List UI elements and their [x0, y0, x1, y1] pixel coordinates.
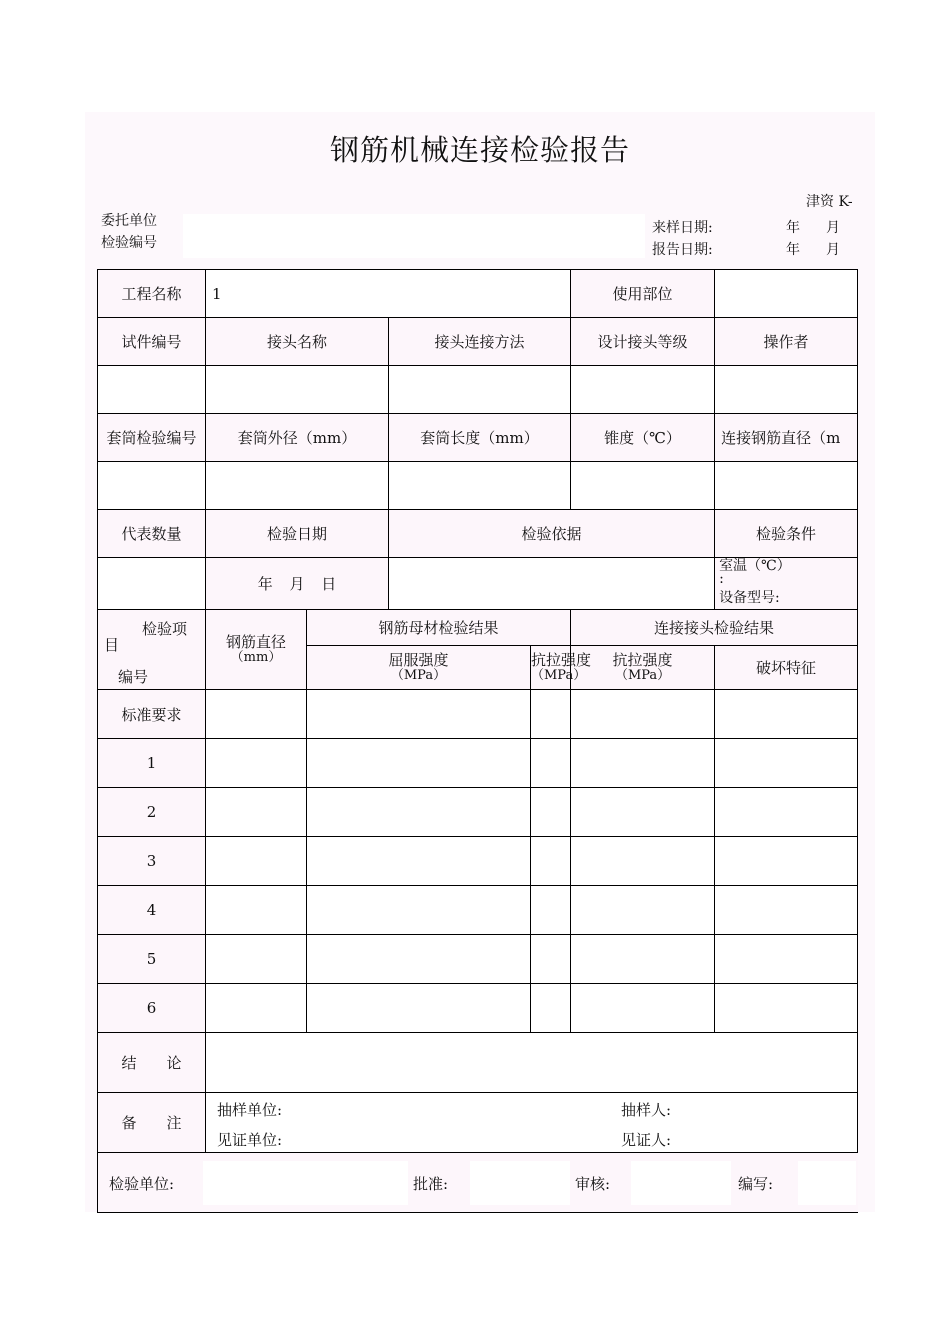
cell-dia[interactable] — [206, 935, 307, 984]
bar-dia-unit: （mm） — [230, 649, 282, 665]
cell-joint-tensile[interactable] — [571, 690, 715, 739]
witness-label: 见证人: — [621, 1131, 672, 1149]
joint-name-value[interactable] — [206, 366, 389, 414]
cell-fracture[interactable] — [715, 886, 858, 935]
sleeve-od-label: 套筒外径（mm） — [206, 414, 389, 462]
cell-joint-tensile[interactable] — [571, 788, 715, 837]
sleeve-od-value[interactable] — [206, 462, 389, 510]
room-temp-colon: : — [719, 571, 724, 587]
cell-fracture[interactable] — [715, 788, 858, 837]
remark-label: 备 注 — [98, 1093, 206, 1153]
yield-header-text: 屈服强度 — [388, 650, 449, 669]
cell-fracture[interactable] — [715, 837, 858, 886]
client-field[interactable] — [183, 214, 645, 258]
row-label-4: 4 — [98, 886, 206, 935]
project-name-label: 工程名称 — [98, 270, 206, 318]
cell-yield[interactable] — [307, 935, 531, 984]
cell-fracture[interactable] — [715, 690, 858, 739]
room-temp-label: 室温（℃） — [719, 558, 791, 574]
joint-tensile-unit: （MPa） — [614, 667, 671, 683]
taper-label: 锥度（℃） — [571, 414, 715, 462]
cell-base-tensile[interactable] — [531, 935, 571, 984]
cell-yield[interactable] — [307, 886, 531, 935]
remark-area[interactable] — [206, 1093, 858, 1153]
cell-base-tensile[interactable] — [531, 739, 571, 788]
test-date-label: 检验日期 — [206, 510, 389, 558]
sample-month: 月 — [826, 220, 840, 236]
cell-dia[interactable] — [206, 984, 307, 1033]
approve-field[interactable] — [470, 1161, 570, 1205]
report-table — [97, 269, 858, 1213]
yield-header — [307, 646, 531, 690]
cell-yield[interactable] — [307, 739, 531, 788]
condition-value[interactable] — [715, 558, 858, 610]
specimen-no-value[interactable] — [98, 366, 206, 414]
doc-code: 津资 K- — [806, 194, 853, 210]
basis-value[interactable] — [389, 558, 715, 610]
sampling-unit-label: 抽样单位: — [217, 1101, 283, 1119]
bar-diameter-label: 连接钢筋直径（m — [715, 414, 858, 462]
joint-method-value[interactable] — [389, 366, 571, 414]
row-label-5: 5 — [98, 935, 206, 984]
cell-yield[interactable] — [307, 837, 531, 886]
yield-unit: （MPa） — [390, 667, 447, 683]
cell-dia[interactable] — [206, 886, 307, 935]
cell-joint-tensile[interactable] — [571, 739, 715, 788]
joint-tensile-header-text: 抗拉强度 — [612, 650, 673, 669]
sleeve-no-value[interactable] — [98, 462, 206, 510]
taper-value[interactable] — [571, 462, 715, 510]
row-label-standard: 标准要求 — [98, 690, 206, 739]
row-label-3: 3 — [98, 837, 206, 886]
item-header-text-2: 目 — [104, 636, 120, 654]
condition-label: 检验条件 — [715, 510, 858, 558]
footer-signatures — [98, 1153, 858, 1213]
cell-dia[interactable] — [206, 690, 307, 739]
fracture-header: 破坏特征 — [715, 646, 858, 690]
bar-diameter-value[interactable] — [715, 462, 858, 510]
review-label: 审核: — [575, 1175, 611, 1193]
cell-base-tensile[interactable] — [531, 788, 571, 837]
report-date-label: 报告日期: — [652, 242, 713, 258]
cell-base-tensile[interactable] — [531, 886, 571, 935]
design-grade-label: 设计接头等级 — [571, 318, 715, 366]
approve-label: 批准: — [413, 1175, 449, 1193]
sleeve-length-value[interactable] — [389, 462, 571, 510]
cell-dia[interactable] — [206, 837, 307, 886]
row-label-6: 6 — [98, 984, 206, 1033]
use-part-value[interactable] — [715, 270, 858, 318]
base-result-header: 钢筋母材检验结果 — [307, 610, 571, 646]
write-field[interactable] — [798, 1161, 856, 1205]
project-name-value[interactable]: 1 — [206, 270, 571, 318]
report-month: 月 — [826, 242, 840, 258]
write-label: 编写: — [738, 1175, 774, 1193]
sample-date-label: 来样日期: — [652, 220, 713, 236]
cell-joint-tensile[interactable] — [571, 837, 715, 886]
test-unit-field[interactable] — [203, 1161, 408, 1205]
quantity-value[interactable] — [98, 558, 206, 610]
test-date-value[interactable]: 年 月 日 — [206, 558, 389, 610]
witness-unit-label: 见证单位: — [217, 1131, 283, 1149]
cell-yield[interactable] — [307, 984, 531, 1033]
cell-fracture[interactable] — [715, 984, 858, 1033]
quantity-label: 代表数量 — [98, 510, 206, 558]
base-tensile-unit: （MPa） — [531, 667, 587, 683]
sample-year: 年 — [786, 220, 800, 236]
conclusion-value[interactable] — [206, 1033, 858, 1093]
cell-base-tensile[interactable] — [531, 837, 571, 886]
cell-yield[interactable] — [307, 788, 531, 837]
row-label-2: 2 — [98, 788, 206, 837]
cell-base-tensile[interactable] — [531, 690, 571, 739]
cell-joint-tensile[interactable] — [571, 935, 715, 984]
test-no-label: 检验编号 — [101, 235, 157, 251]
bar-dia-header-text: 钢筋直径 — [225, 632, 286, 651]
cell-fracture[interactable] — [715, 935, 858, 984]
use-part-label: 使用部位 — [571, 270, 715, 318]
cell-yield[interactable] — [307, 690, 531, 739]
basis-label: 检验依据 — [389, 510, 715, 558]
sleeve-no-label: 套筒检验编号 — [98, 414, 206, 462]
report-year: 年 — [786, 242, 800, 258]
cell-dia[interactable] — [206, 739, 307, 788]
client-label: 委托单位 — [101, 213, 157, 229]
review-field[interactable] — [631, 1161, 731, 1205]
bar-dia-header — [206, 610, 307, 690]
sleeve-length-label: 套筒长度（mm） — [389, 414, 571, 462]
operator-value[interactable] — [715, 366, 858, 414]
cell-joint-tensile[interactable] — [571, 984, 715, 1033]
sampler-label: 抽样人: — [621, 1101, 672, 1119]
joint-result-header: 连接接头检验结果 — [571, 610, 858, 646]
design-grade-value[interactable] — [571, 366, 715, 414]
row-label-1: 1 — [98, 739, 206, 788]
base-tensile-header — [531, 646, 592, 690]
joint-method-label: 接头连接方法 — [389, 318, 571, 366]
number-header-text: 编号 — [118, 668, 149, 686]
conclusion-label: 结 论 — [98, 1033, 206, 1093]
cell-joint-tensile[interactable] — [571, 886, 715, 935]
cell-base-tensile[interactable] — [531, 984, 571, 1033]
joint-name-label: 接头名称 — [206, 318, 389, 366]
operator-label: 操作者 — [715, 318, 858, 366]
equipment-label: 设备型号: — [719, 590, 780, 606]
base-tensile-header-text: 抗拉强度 — [531, 650, 592, 669]
cell-fracture[interactable] — [715, 739, 858, 788]
item-header-text: 检验项 — [142, 620, 188, 638]
test-unit-label: 检验单位: — [109, 1175, 175, 1193]
specimen-no-label: 试件编号 — [98, 318, 206, 366]
report-title: 钢筋机械连接检验报告 — [329, 133, 630, 167]
joint-tensile-header — [571, 646, 715, 690]
item-number-header — [98, 610, 206, 690]
cell-dia[interactable] — [206, 788, 307, 837]
